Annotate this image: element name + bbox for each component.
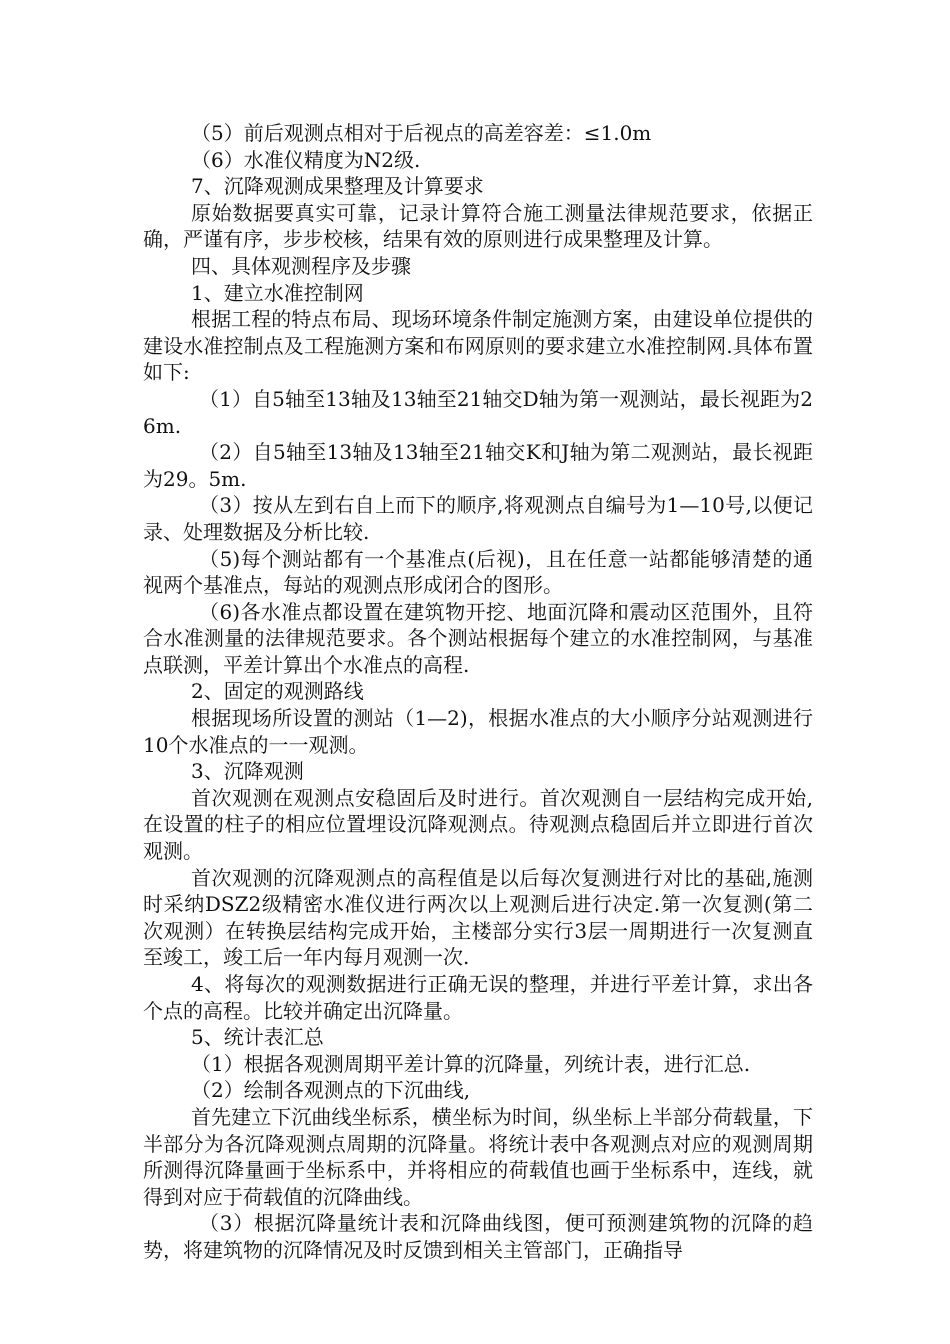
paragraph-station-one: （1）自5轴至13轴及13轴至21轴交D轴为第一观测站，最长视距为26m.: [143, 386, 813, 438]
heading-control-network: 1、建立水准控制网: [191, 280, 364, 305]
paragraph-point-numbering: （3）按从左到右自上而下的顺序,将观测点自编号为1—10号,以便记录、处理数据及分析比较.: [143, 493, 813, 544]
heading-fixed-route: 2、固定的观测路线: [191, 679, 364, 704]
paragraph-elevation-basis: 首次观测的沉降观测点的高程值是以后每次复测进行对比的基础,施测时采纳DSZ2级精密水准仪进行两次以上观测后进行决定.第一次复测(第二次观测）在转换层结构完成开始，主楼部分实行3层一周期进行一次复测直至竣工，竣工后一年内每月观测一次.: [143, 865, 813, 970]
paragraph-level-points: （6)各水准点都设置在建筑物开挖、地面沉降和震动区范围外，且符合水准测量的法律规范要求。各个测站根据每个建立的水准控制网，与基准点联测，平差计算出个水准点的高程.: [143, 599, 813, 677]
paragraph-benchmark: （5)每个测站都有一个基准点(后视)，且在任意一站都能够清楚的通视两个基准点，每站的观测点形成闭合的图形。: [143, 546, 813, 598]
paragraph-level-precision: （6）水准仪精度为N2级.: [191, 147, 421, 172]
paragraph-station-two: （2）自5轴至13轴及13轴至21轴交K和J轴为第二观测站，最长视距为29。5m.: [143, 440, 813, 491]
paragraph-coordinate-system: 首先建立下沉曲线坐标系，横坐标为时间，纵坐标上半部分荷载量，下半部分为各沉降观测点周期的沉降量。将统计表中各观测点对应的观测周期所测得沉降量画于坐标系中，并将相应的荷载值也画于坐标系中，连线，就得到对应于荷载值的沉降曲线。: [143, 1104, 813, 1209]
paragraph-stat-table: （1）根据各观测周期平差计算的沉降量，列统计表，进行汇总.: [191, 1051, 751, 1076]
paragraph-raw-data: 原始数据要真实可靠，记录计算符合施工测量法律规范要求，依据正确，严谨有序，步步校核，结果有效的原则进行成果整理及计算。: [143, 200, 813, 252]
document-body: [143, 120, 813, 1264]
heading-settlement-observation: 3、沉降观测: [191, 759, 304, 784]
paragraph-height-tolerance: （5）前后观测点相对于后视点的高差容差：≤1.0m: [191, 121, 652, 145]
paragraph-network-plan: 根据工程的特点布局、现场环境条件制定施测方案，由建设单位提供的建设水准控制点及工程施测方案和布网原则的要求建立水准控制网.具体布置如下:: [143, 307, 813, 385]
heading-statistics: 5、统计表汇总: [191, 1025, 324, 1050]
heading-settlement-results: 7、沉降观测成果整理及计算要求: [191, 174, 484, 199]
paragraph-first-observation: 首次观测在观测点安稳固后及时进行。首次观测自一层结构完成开始,在设置的柱子的相应位置埋设沉降观测点。待观测点稳固后并立即进行首次观测。: [143, 785, 813, 864]
paragraph-data-processing: 4、将每次的观测数据进行正确无误的整理，并进行平差计算，求出各个点的高程。比较并确定出沉降量。: [143, 972, 813, 1023]
paragraph-prediction: （3）根据沉降量统计表和沉降曲线图，便可预测建筑物的沉降的趋势，将建筑物的沉降情况及时反馈到相关主管部门，正确指导: [143, 1211, 813, 1262]
paragraph-route: 根据现场所设置的测站（1—2)，根据水准点的大小顺序分站观测进行10个水准点的一一观测。: [143, 706, 813, 757]
heading-section-four: 四、具体观测程序及步骤: [191, 253, 411, 278]
paragraph-draw-curves: （2）绘制各观测点的下沉曲线,: [191, 1078, 471, 1103]
